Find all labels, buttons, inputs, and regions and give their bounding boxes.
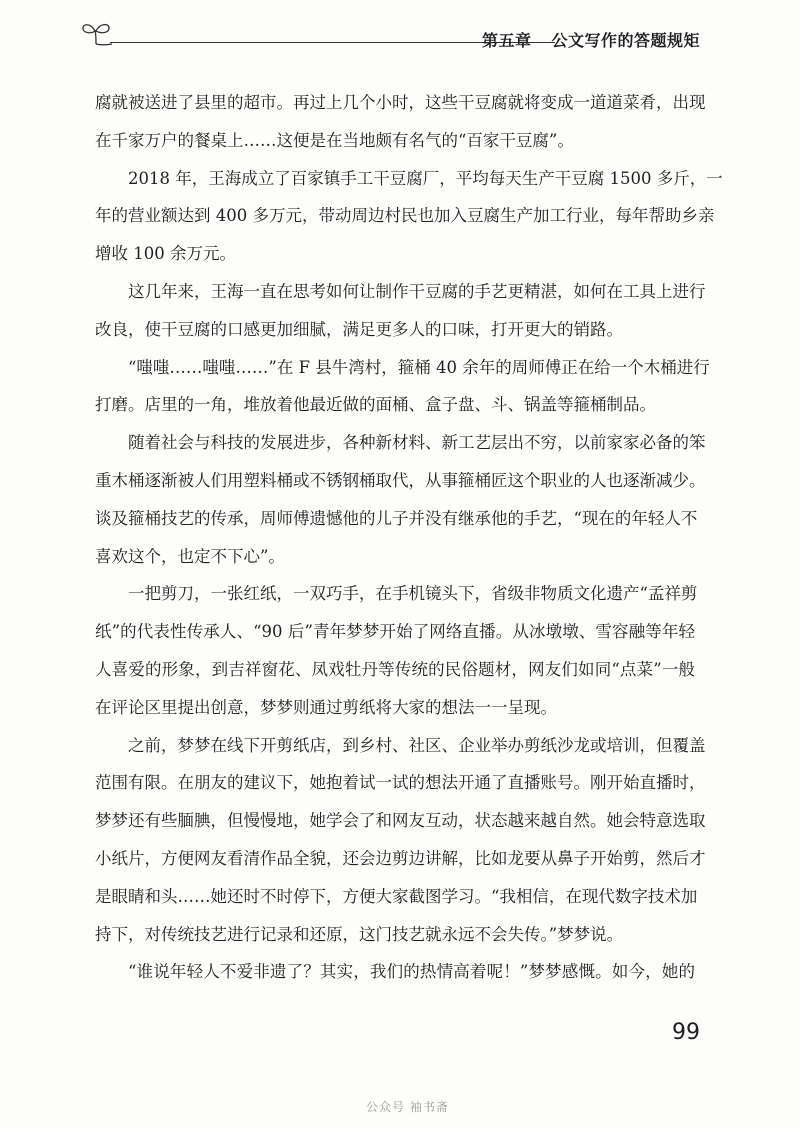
watermark: 公众号 袖书斋 (366, 1100, 449, 1114)
text-line: 在评论区里提出创意，梦梦则通过剪纸将大家的想法一一呈现。 (95, 697, 557, 717)
paragraph (95, 953, 695, 991)
page-number: 99 (672, 1020, 700, 1045)
text-line: 改良，使干豆腐的口感更加细腻，满足更多人的口味，打开更大的销路。 (95, 319, 623, 339)
text-line: 2018 年，王海成立了百家镇手工干豆腐厂，平均每天生产干豆腐 1500 多斤，一 (128, 168, 723, 188)
text-line: 纸”的代表性传承人、“90 后”青年梦梦开始了网络直播。从冰墩墩、雪容融等年轻 (95, 622, 695, 642)
text-line: 小纸片，方便网友看清作品全貌，还会边剪边讲解，比如龙要从鼻子开始剪，然后才 (95, 848, 706, 868)
paragraph (95, 575, 698, 726)
paragraph (95, 424, 706, 575)
text-line: “谁说年轻人不爱非遗了？其实，我们的热情高着呢！”梦梦感慨。如今，她的 (128, 962, 695, 982)
text-line: 喜欢这个，也定不下心”。 (95, 546, 285, 566)
text-line: 谈及箍桶技艺的传承，周师傅遗憾他的儿子并没有继承他的手艺，“现在的年轻人不 (95, 508, 698, 528)
text-line: 年的营业额达到 400 多万元，带动周边村民也加入豆腐生产加工行业，每年帮助乡亲 (95, 206, 715, 226)
chapter-label: 第五章 (481, 31, 532, 50)
text-line: 腐就被送进了县里的超市。再过上几个小时，这些干豆腐就将变成一道道菜肴，出现 (95, 93, 706, 112)
running-header (80, 12, 700, 52)
text-line: 范围有限。在朋友的建议下，她抱着试一试的想法开通了直播账号。刚开始直播时， (95, 773, 706, 793)
text-line: 重木桶逐渐被人们用塑料桶或不锈钢桶取代，从事箍桶匠这个职业的人也逐渐减少。 (95, 470, 706, 490)
sprout-icon (80, 18, 114, 48)
text-line: 人喜爱的形象，到吉祥窗花、凤戏牡丹等传统的民俗题材，网友们如同“点菜”一般 (95, 659, 695, 679)
text-line: 打磨。店里的一角，堆放着他最近做的面桶、盒子盘、斗、锅盖等箍桶制品。 (95, 395, 656, 415)
paragraph (95, 160, 723, 273)
header-title (482, 28, 700, 51)
paragraph (95, 727, 706, 954)
text-line: 持下，对传统技艺进行记录和还原，这门技艺就永远不会失传。”梦梦说。 (95, 924, 624, 944)
text-line: 一把剪刀，一张红纸，一双巧手，在手机镜头下，省级非物质文化遗产“孟祥剪 (128, 584, 698, 604)
text-line: 随着社会与科技的发展进步，各种新材料、新工艺层出不穷，以前家家必备的笨 (128, 433, 706, 453)
text-line: 这几年来，王海一直在思考如何让制作干豆腐的手艺更精湛，如何在工具上进行 (128, 281, 706, 301)
paragraph (95, 349, 710, 425)
text-line: 是眼睛和头……她还时不时停下，方便大家截图学习。“我相信，在现代数字技术加 (95, 886, 698, 906)
paragraph (95, 84, 706, 160)
text-line: 在千家万户的餐桌上……这便是在当地颇有名气的“百家干豆腐”。 (95, 130, 574, 150)
text-line: 增收 100 余万元。 (95, 244, 236, 264)
text-line: 梦梦还有些腼腆，但慢慢地，她学会了和网友互动，状态越来越自然。她会特意选取 (95, 811, 706, 831)
chapter-title: 公文写作的答题规矩 (551, 31, 700, 50)
text-line: 之前，梦梦在线下开剪纸店，到乡村、社区、企业举办剪纸沙龙或培训，但覆盖 (128, 735, 706, 755)
paragraph (95, 273, 706, 349)
body-text (95, 84, 723, 991)
text-line: “嗤嗤……嗤嗤……”在 F 县牛湾村，箍桶 40 余年的周师傅正在给一个木桶进行 (128, 357, 710, 377)
